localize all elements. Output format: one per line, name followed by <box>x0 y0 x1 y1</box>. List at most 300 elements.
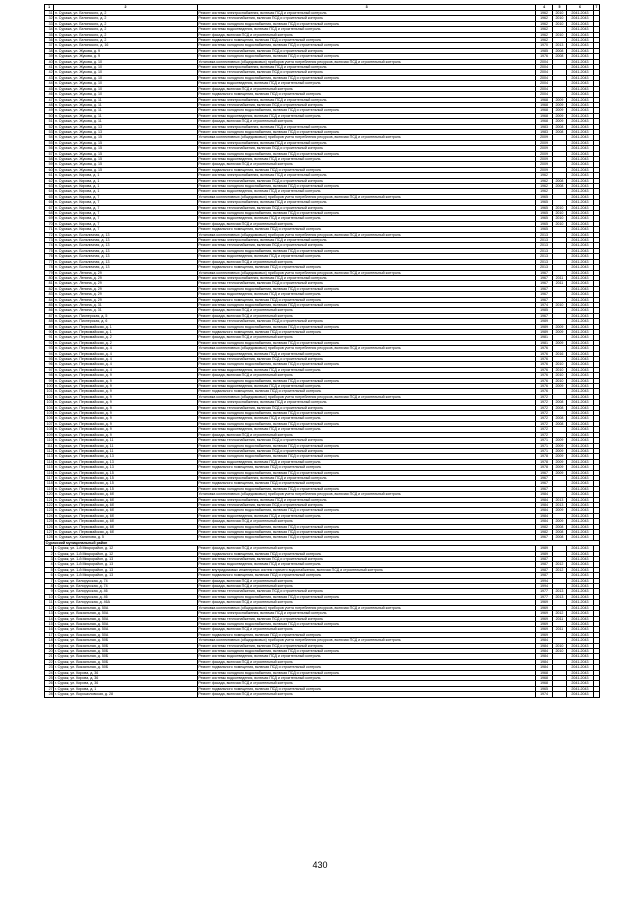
table-cell: Ремонт фасада, включая ПСД и строительный контроль <box>197 584 536 589</box>
table-cell: 2041-2043 <box>567 184 594 189</box>
table-cell: 2041-2043 <box>567 654 594 659</box>
table-cell: г. Сураж, ул. Вокзальная, д. 50А <box>54 611 198 616</box>
table-cell: Ремонт системы водоотведения, включая ПСД и строительный контроль <box>197 654 536 659</box>
table-cell: Ремонт фасада, включая ПСД и строительный контроль <box>197 221 536 226</box>
table-cell: 97 <box>45 367 54 372</box>
table-cell: 123 <box>45 508 54 513</box>
table-cell: Ремонт системы электроснабжения, включая ПСД и строительный контроль <box>197 275 536 280</box>
table-cell: 53 <box>45 129 54 134</box>
table-cell: 1968 <box>536 670 552 675</box>
table-cell: Ремонт системы водоотведения, включая ПСД и строительный контроль <box>197 292 536 297</box>
table-cell: 1989 <box>536 546 552 551</box>
table-cell: 126 <box>45 524 54 529</box>
table-cell: 1967 <box>536 270 552 275</box>
page-number: 430 <box>312 860 328 870</box>
table-cell: п. Суража, ул. Первомайская, д. 6б <box>54 524 198 529</box>
table-cell: 2009 <box>552 119 566 124</box>
table-cell: 2041-2043 <box>567 562 594 567</box>
table-cell: п. Суража, ул. Жукова, д. 11 <box>54 108 198 113</box>
table-cell: 70 <box>45 221 54 226</box>
table-cell: Ремонт системы теплоснабжения, включая ПСД и строительный контроль <box>197 448 536 453</box>
table-cell: Ремонт системы теплоснабжения, включая ПСД и строительный контроль <box>197 438 536 443</box>
table-cell: 1965 <box>536 686 552 691</box>
table-cell: 2041-2043 <box>567 340 594 345</box>
table-cell: 127 <box>45 530 54 535</box>
table-cell: 2041-2043 <box>567 675 594 680</box>
table-cell: Ремонт подвального помещения, включая ПСД и строительный контроль <box>197 665 536 670</box>
table-cell: 40 <box>45 59 54 64</box>
table-cell: Ремонт системы водоотведения, включая ПСД и строительный контроль <box>197 189 536 194</box>
table-cell: 73 <box>45 238 54 243</box>
table-cell: Ремонт системы водоотведения, включая ПСД и строительный контроль <box>197 113 536 118</box>
table-cell: п. Суража, ул. Больничная, д. 13 <box>54 259 198 264</box>
table-cell: 1977 <box>536 594 552 599</box>
table-cell: г. Сураж, ул. Кирова, д. 1 <box>54 686 198 691</box>
table-cell: 2041-2043 <box>567 497 594 502</box>
table-cell: п. Суража, ул. Кирова, д. 7 <box>54 216 198 221</box>
table-cell: 1978 <box>536 465 552 470</box>
table-cell: 1994 <box>536 584 552 589</box>
table-cell: 120 <box>45 492 54 497</box>
table-cell: 2041-2043 <box>567 389 594 394</box>
table-cell: п. Суража, ул. Жукова, д. 11 <box>54 97 198 102</box>
table-cell: Ремонт системы водоотведения, включая ПСД и строительный контроль <box>197 416 536 421</box>
table-cell: 106 <box>45 416 54 421</box>
table-cell: 1962 <box>536 21 552 26</box>
table-cell: Установка коллективных (общедомовых) приборов учета потребления ресурсов, включая ПСД и строительный контроль <box>197 346 536 351</box>
table-cell: 1967 <box>536 475 552 480</box>
table-cell: Ремонт фасада, включая ПСД и строительный контроль <box>197 692 536 697</box>
table-cell: п. Суража, ул. Кирова, д. 7 <box>54 205 198 210</box>
table-cell: г. Сураж, ул. Вокзальная, д. 50Б <box>54 665 198 670</box>
table-cell: 2041-2043 <box>567 75 594 80</box>
table-cell: 1972 <box>536 411 552 416</box>
table-cell: 2041-2043 <box>567 65 594 70</box>
table-cell: 1965 <box>536 227 552 232</box>
table-cell: 2041-2043 <box>567 405 594 410</box>
table-cell: Установка коллективных (общедомовых) приборов учета потребления ресурсов, включая ПСД и строительный контроль <box>197 638 536 643</box>
table-cell: 51 <box>45 119 54 124</box>
table-cell: 1965 <box>536 194 552 199</box>
table-cell: 2 <box>45 551 54 556</box>
table-cell: Ремонт системы теплоснабжения, включая ПСД и строительный контроль <box>197 589 536 594</box>
table-cell: Ремонт системы холодного водоснабжения, включая ПСД и строительный контроль <box>197 508 536 513</box>
table-cell: 79 <box>45 270 54 275</box>
table-cell: 1970 <box>536 43 552 48</box>
table-cell: п. Суража, ул. Первомайская, д. 6б <box>54 492 198 497</box>
table-cell: 2041-2043 <box>567 400 594 405</box>
table-cell: 1976 <box>536 378 552 383</box>
table-cell: 1965 <box>536 200 552 205</box>
table-cell: 2041-2043 <box>567 546 594 551</box>
table-cell: 2009 <box>536 140 552 145</box>
table-cell: 2013 <box>536 238 552 243</box>
table-cell: 2016 <box>552 351 566 356</box>
table-cell: Ремонт системы холодного водоснабжения, включая ПСД и строительный контроль <box>197 286 536 291</box>
table-cell: 105 <box>45 411 54 416</box>
table-cell: 61 <box>45 173 54 178</box>
table-cell: 2041-2043 <box>567 216 594 221</box>
table-cell: 108 <box>45 427 54 432</box>
table-cell: п. Суража, ул. Кирова, д. 1 <box>54 173 198 178</box>
table-cell: 2041-2043 <box>567 573 594 578</box>
table-cell: 54 <box>45 135 54 140</box>
table-cell: 2041-2043 <box>567 124 594 129</box>
table-cell: 2004 <box>536 92 552 97</box>
table-cell: 2008 <box>552 48 566 53</box>
table-cell: 1987 <box>536 557 552 562</box>
table-cell: 24 <box>45 670 54 675</box>
table-cell: п. Суража, ул. Первомайская, д. 6б <box>54 530 198 535</box>
table-cell: 1984 <box>536 638 552 643</box>
table-cell: 46 <box>45 92 54 97</box>
table-cell: 2011 <box>552 275 566 280</box>
table-cell: 12 <box>45 605 54 610</box>
table-cell: п. Суража, ул. Первомайская, д. 9 <box>54 432 198 437</box>
table-cell: 2041-2043 <box>567 605 594 610</box>
table-cell: п. Суража, ул. Первомайская, д. 9 <box>54 373 198 378</box>
table-cell: 121 <box>45 497 54 502</box>
table-cell: п. Суража, ул. Первомайская, д. 6б <box>54 508 198 513</box>
table-cell: Ремонт системы холодного водоснабжения, включая ПСД и строительный контроль <box>197 454 536 459</box>
table-cell: 2041-2043 <box>567 238 594 243</box>
table-cell: п. Суража, ул. Ленина, д. 29 <box>54 275 198 280</box>
table-row <box>45 692 600 697</box>
table-cell: Ремонт системы теплоснабжения, включая ПСД и строительный контроль <box>197 178 536 183</box>
table-cell: п. Суража, ул. Кирова, д. 7 <box>54 221 198 226</box>
table-cell: 18 <box>45 638 54 643</box>
table-cell: 42 <box>45 70 54 75</box>
table-cell: п. Суража, ул. Жукова, д. 13 <box>54 129 198 134</box>
table-cell: 1965 <box>536 211 552 216</box>
table-cell: 2041-2043 <box>567 227 594 232</box>
table-cell: г. Сураж, ул. Белорусская, д. 46 <box>54 594 198 599</box>
table-cell: 76 <box>45 254 54 259</box>
table-cell: 1983 <box>536 129 552 134</box>
table-cell: п. Суража, ул. Ленина, д. 29 <box>54 286 198 291</box>
table-cell: 2041-2043 <box>567 378 594 383</box>
table-cell: Ремонт фасада, включая ПСД и строительный контроль <box>197 373 536 378</box>
table-cell: г. Сураж, ул. Вокзальная, д. 50А <box>54 616 198 621</box>
table-cell: 1985 <box>536 48 552 53</box>
table-cell: Ремонт подвального помещения, включая ПСД и строительный контроль <box>197 92 536 97</box>
table-cell: Ремонт системы теплоснабжения, включая ПСД и строительный контроль <box>197 205 536 210</box>
column-header: 3 <box>197 5 536 11</box>
table-cell: Ремонт системы теплоснабжения, включая ПСД и строительный контроль <box>197 357 536 362</box>
table-cell: 84 <box>45 297 54 302</box>
table-cell: 2009 <box>536 167 552 172</box>
table-cell: п. Суража, ул. Больничная, д. 13 <box>54 248 198 253</box>
table-cell: 2041-2043 <box>567 513 594 518</box>
table-cell: 1982 <box>536 530 552 535</box>
table-cell: 2008 <box>552 400 566 405</box>
table-cell: Ремонт системы теплоснабжения, включая ПСД и строительный контроль <box>197 70 536 75</box>
table-cell: 2013 <box>552 43 566 48</box>
table-cell: Ремонт системы холодного водоснабжения, включая ПСД и строительный контроль <box>197 211 536 216</box>
table-cell: 1967 <box>536 286 552 291</box>
table-cell: Ремонт системы холодного водоснабжения, включая ПСД и строительный контроль <box>197 621 536 626</box>
table-cell: 2041-2043 <box>567 448 594 453</box>
table-cell: 1976 <box>536 346 552 351</box>
table-cell: 116 <box>45 470 54 475</box>
table-cell: 35 <box>45 32 54 37</box>
table-cell: 2008 <box>552 405 566 410</box>
table-cell: Ремонт системы холодного водоснабжения, включая ПСД и строительный контроль <box>197 340 536 345</box>
table-cell: 1989 <box>536 319 552 324</box>
table-cell: 2041-2043 <box>567 302 594 307</box>
table-cell: п. Суража, ул. Первомайская, д. 15 <box>54 470 198 475</box>
table-cell: 2041-2043 <box>567 11 594 16</box>
table-cell: 2041-2043 <box>567 205 594 210</box>
table-cell: 2009 <box>536 162 552 167</box>
table-cell: 1984 <box>536 648 552 653</box>
table-cell: п. Суража, ул. Кирова, д. 7 <box>54 211 198 216</box>
table-cell: Ремонт подвального помещения, включая ПСД и строительный контроль <box>197 38 536 43</box>
table-cell: 1968 <box>536 681 552 686</box>
table-cell: 1962 <box>536 11 552 16</box>
table-cell: п. Суража, ул. Первомайская, д. 6б <box>54 497 198 502</box>
table-cell: 1994 <box>536 578 552 583</box>
table-cell: 2041-2043 <box>567 611 594 616</box>
table-cell: 1969 <box>536 605 552 610</box>
table-cell: 2041-2043 <box>567 270 594 275</box>
table-cell: 2041-2043 <box>567 367 594 372</box>
table-cell: г. Сураж, ул. Вокзальная, д. 50Б <box>54 643 198 648</box>
table-cell: 1968 <box>536 97 552 102</box>
table-cell: 1984 <box>536 665 552 670</box>
table-cell: Ремонт системы теплоснабжения, включая ПСД и строительный контроль <box>197 102 536 107</box>
table-cell: 1971 <box>536 448 552 453</box>
table-cell: 1968 <box>536 675 552 680</box>
table-cell: п. Суража, ул. Жукова, д. 10 <box>54 92 198 97</box>
table-cell: 2010 <box>552 221 566 226</box>
table-cell: 1972 <box>536 394 552 399</box>
table-cell <box>593 692 599 697</box>
table-cell: 1984 <box>536 508 552 513</box>
table-cell: г. Сураж, ул. 1-й Микрорайон, д. 12 <box>54 551 198 556</box>
table-cell: 2008 <box>552 530 566 535</box>
table-cell: 2041-2043 <box>567 108 594 113</box>
table-cell: Ремонт внутридомовых инженерных систем горячего водоснабжения, включая ПСД и строительный контроль <box>197 567 536 572</box>
table-cell: 55 <box>45 140 54 145</box>
table-cell: п. Суража, ул. Ленина, д. 29 <box>54 270 198 275</box>
table-cell: 1962 <box>536 189 552 194</box>
table-cell: Ремонт системы водоотведения, включая ПСД и строительный контроль <box>197 427 536 432</box>
table-cell: 1976 <box>536 389 552 394</box>
table-cell: Ремонт фасада, включая ПСД и строительный контроль <box>197 432 536 437</box>
table-cell: 43 <box>45 75 54 80</box>
table-cell: Ремонт системы теплоснабжения, включая ПСД и строительный контроль <box>197 16 536 21</box>
table-cell: 2004 <box>536 75 552 80</box>
table-cell: 16 <box>45 627 54 632</box>
table-cell: Ремонт фасада, включая ПСД и строительный контроль <box>197 627 536 632</box>
table-cell: Ремонт системы холодного водоснабжения, включая ПСД и строительный контроль <box>197 75 536 80</box>
table-cell: 2010 <box>552 643 566 648</box>
table-cell: 82 <box>45 286 54 291</box>
table-cell: 2008 <box>552 535 566 540</box>
table-cell: 1971 <box>536 443 552 448</box>
table-cell: г. Сураж, ул. Вокзальная, д. 50А <box>54 621 198 626</box>
table-cell: 2004 <box>536 65 552 70</box>
table-cell: 101 <box>45 389 54 394</box>
table-cell: п. Суража, ул. Первомайская, д. 9 <box>54 427 198 432</box>
table-cell: 1967 <box>536 281 552 286</box>
table-cell: 2041-2043 <box>567 38 594 43</box>
table-cell: 2041-2043 <box>567 70 594 75</box>
table-cell: 2041-2043 <box>567 551 594 556</box>
table-cell: Ремонт системы холодного водоснабжения, включая ПСД и строительный контроль <box>197 362 536 367</box>
table-cell: 1972 <box>536 432 552 437</box>
table-cell: п. Суража, ул. Первомайская, д. 15 <box>54 481 198 486</box>
table-cell: п. Суража, ул. Первомайская, д. 4 <box>54 357 198 362</box>
table-cell: 111 <box>45 443 54 448</box>
table-cell: Установка коллективных (общедомовых) приборов учета потребления ресурсов, включая ПСД и строительный контроль <box>197 59 536 64</box>
table-cell: п. Суража, ул. Ленина, д. 29 <box>54 292 198 297</box>
table-cell: 2041-2043 <box>567 102 594 107</box>
table-cell: 2041-2043 <box>567 324 594 329</box>
table-cell: г. Сураж, ул. Кирова, д. 36 <box>54 675 198 680</box>
table-cell: 103 <box>45 400 54 405</box>
table-cell: г. Сураж, ул. 1-й Микрорайон, д. 12 <box>54 546 198 551</box>
table-cell: 15 <box>45 621 54 626</box>
table-cell: п. Суража, ул. Халилова, д. 5 <box>54 535 198 540</box>
table-cell: п. Суража, ул. Первомайская, д. 9 <box>54 411 198 416</box>
table-cell: 2008 <box>552 524 566 529</box>
table-cell: 2009 <box>552 443 566 448</box>
table-cell: 2041-2043 <box>567 600 594 605</box>
table-cell: 1967 <box>536 486 552 491</box>
table-cell: 1987 <box>536 562 552 567</box>
table-cell: 2041-2043 <box>567 292 594 297</box>
table-cell: 2041-2043 <box>567 297 594 302</box>
table-cell: 1981 <box>536 340 552 345</box>
table-cell: п. Суража, ул. Первомайская, д. 9 <box>54 416 198 421</box>
table-cell: 9 <box>45 589 54 594</box>
table-cell: 1989 <box>536 324 552 329</box>
table-cell: 2013 <box>552 589 566 594</box>
table-cell: Ремонт системы электроснабжения, включая ПСД и строительный контроль <box>197 140 536 145</box>
table-cell: 2041-2043 <box>567 427 594 432</box>
table-cell: п. Суража, ул. Первомайская, д. 9 <box>54 378 198 383</box>
table-cell: п. Суража, ул. Первомайская, д. 4 <box>54 367 198 372</box>
table-cell: 2004 <box>536 86 552 91</box>
table-cell: Ремонт системы водоотведения, включая ПСД и строительный контроль <box>197 459 536 464</box>
table-cell: 37 <box>45 43 54 48</box>
table-cell: Ремонт фасада, включая ПСД и строительный контроль <box>197 578 536 583</box>
table-cell: Ремонт подвального помещения, включая ПСД и строительный контроль <box>197 632 536 637</box>
table-cell: 58 <box>45 156 54 161</box>
table-cell: 22 <box>45 659 54 664</box>
table-cell: 1976 <box>536 362 552 367</box>
table-cell: 102 <box>45 394 54 399</box>
table-cell: 1965 <box>536 221 552 226</box>
table-cell: 1969 <box>536 600 552 605</box>
table-cell: п. Суража, ул. Первомайская, д. 15 <box>54 486 198 491</box>
table-cell: 1967 <box>536 470 552 475</box>
table-cell: Ремонт системы водоотведения, включая ПСД и строительный контроль <box>197 351 536 356</box>
table-cell: Ремонт системы холодного водоснабжения, включая ПСД и строительный контроль <box>197 324 536 329</box>
table-cell: 2041-2043 <box>567 248 594 253</box>
table-cell: 2004 <box>536 59 552 64</box>
table-cell: 1968 <box>536 119 552 124</box>
section-title: Суражский муниципальный район <box>45 540 600 545</box>
table-cell: 2041-2043 <box>567 692 594 697</box>
table-cell: Ремонт системы электроснабжения, включая ПСД и строительный контроль <box>197 475 536 480</box>
table-cell: 2041-2043 <box>567 416 594 421</box>
table-cell: 3 <box>45 557 54 562</box>
table-cell: 1985 <box>536 308 552 313</box>
table-cell: Ремонт системы холодного водоснабжения, включая ПСД и строительный контроль <box>197 248 536 253</box>
table-cell: 2041-2043 <box>567 524 594 529</box>
table-cell: Ремонт фасада, включая ПСД и строительный контроль <box>197 546 536 551</box>
table-cell: п. Суража, ул. Жукова, д. 10 <box>54 70 198 75</box>
table-cell: Ремонт системы водоотведения, включая ПСД и строительный контроль <box>197 384 536 389</box>
table-cell: 57 <box>45 151 54 156</box>
table-cell: 2009 <box>536 135 552 140</box>
table-cell: Ремонт фасада, включая ПСД и строительный контроль <box>197 600 536 605</box>
table-cell: 2041-2043 <box>567 221 594 226</box>
table-cell: 2011 <box>552 627 566 632</box>
table-cell: Ремонт системы холодного водоснабжения, включая ПСД и строительный контроль <box>197 470 536 475</box>
table-cell: Установка коллективных (общедомовых) приборов учета потребления ресурсов, включая ПСД и строительный контроль <box>197 135 536 140</box>
table-cell: Ремонт фасада, включая ПСД и строительный контроль <box>197 259 536 264</box>
table-cell: 1976 <box>536 384 552 389</box>
table-cell: Ремонт фасада, включая ПСД и строительный контроль <box>197 313 536 318</box>
table-cell: Ремонт подвального помещения, включая ПСД и строительный контроль <box>197 389 536 394</box>
table-cell: п. Суража, ул. Первомайская, д. 13 <box>54 454 198 459</box>
table-cell: п. Суража, ул. Ленина, д. 29 <box>54 281 198 286</box>
table-cell: 2041-2043 <box>567 438 594 443</box>
table-cell: 1978 <box>536 459 552 464</box>
table-cell: 2041-2043 <box>567 308 594 313</box>
table-cell: 2011 <box>552 616 566 621</box>
table-cell: 1976 <box>536 367 552 372</box>
table-cell: 11 <box>45 600 54 605</box>
table-cell: 20 <box>45 648 54 653</box>
table-cell: 2041-2043 <box>567 584 594 589</box>
table-cell: 2041-2043 <box>567 313 594 318</box>
table-cell: Ремонт фасада, включая ПСД и строительный контроль <box>197 119 536 124</box>
table-cell: 2041-2043 <box>567 643 594 648</box>
table-cell: 2041-2043 <box>567 486 594 491</box>
table-cell: Ремонт системы электроснабжения, включая ПСД и строительный контроль <box>197 238 536 243</box>
table-cell: Ремонт системы холодного водоснабжения, включая ПСД и строительный контроль <box>197 421 536 426</box>
table-cell: п. Суража, ул. Пионерская, д. 6 <box>54 319 198 324</box>
table-cell: п. Суража, ул. Первомайская, д. 9 <box>54 394 198 399</box>
table-cell: Ремонт системы водоотведения, включая ПСД и строительный контроль <box>197 156 536 161</box>
table-cell: Ремонт фасада, включая ПСД и строительный контроль <box>197 308 536 313</box>
table-cell: 1984 <box>536 492 552 497</box>
table-cell: Ремонт фасада, включая ПСД и строительный контроль <box>197 659 536 664</box>
table-cell: п. Суража, ул. Жукова, д. 10 <box>54 65 198 70</box>
table-cell: п. Суража, ул. Белинского, д. 2 <box>54 38 198 43</box>
table-cell: 2041-2043 <box>567 627 594 632</box>
table-cell: 1972 <box>536 400 552 405</box>
table-cell: Ремонт системы холодного водоснабжения, включая ПСД и строительный контроль <box>197 648 536 653</box>
table-cell: 2004 <box>536 81 552 86</box>
table-cell: п. Суража, ул. Белинского, д. 2 <box>54 16 198 21</box>
table-cell: п. Суража, ул. Первомайская, д. 4 <box>54 362 198 367</box>
table-cell: Ремонт подвального помещения, включая ПСД и строительный контроль <box>197 481 536 486</box>
table-cell: 2041-2043 <box>567 173 594 178</box>
table-cell: 23 <box>45 665 54 670</box>
table-cell: 1965 <box>536 216 552 221</box>
table-cell: 1984 <box>536 519 552 524</box>
table-cell: Ремонт подвального помещения, включая ПСД и строительный контроль <box>197 686 536 691</box>
table-cell: 1972 <box>536 416 552 421</box>
table-cell: 68 <box>45 211 54 216</box>
table-cell: 2041-2043 <box>567 162 594 167</box>
